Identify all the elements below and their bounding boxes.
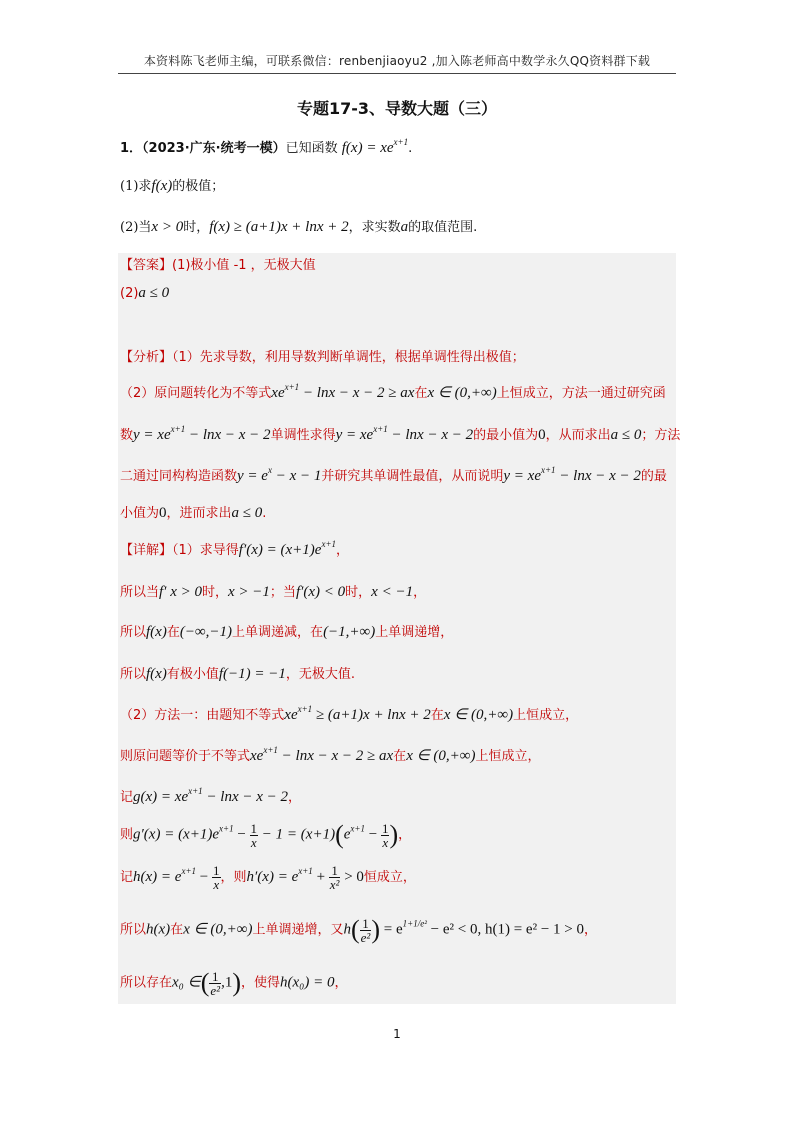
fraction: $\frac{1}{x}$ bbox=[213, 863, 220, 892]
analysis-line-5: 小值为0，进而求出a ≤ 0. bbox=[120, 505, 267, 521]
question-part2: (2)当x > 0时，f(x) ≥ (a+1)x + lnx + 2，求实数a的取值范围. bbox=[120, 219, 478, 235]
detail-line-6: 则原问题等价于不等式$xe^{x+1} - \ln x - x - 2$ ≥ ax在x ∈ (0,+∞)上恒成立， bbox=[120, 745, 541, 764]
fraction: $\frac{1}{x}$ bbox=[250, 820, 258, 850]
fraction: $\frac{1}{\text{e²}}$ bbox=[210, 968, 221, 998]
fraction: $\frac{1}{\text{x²}}$ bbox=[329, 863, 340, 892]
detail-line-10: 所以h(x)在x ∈ (0,+∞)上单调递增，又h( $\frac{1}{\text{e²}}$ ) = $e^{1+1/e^2} - e^2 < 0$, h(1) = e² − 1 > 0， bbox=[120, 915, 598, 945]
analysis-line-3: 数$y = xe^{x+1} - \ln x - x - 2$单调性求得$y = xe^{x+1} - \ln x - x - 2$的最小值为0，从而求出a ≤ 0；方法 bbox=[120, 424, 681, 443]
detail-line-3: 所以f(x)在(−∞,−1)上单调递减，在(−1,+∞)上单调递增， bbox=[120, 624, 454, 640]
page-number: 1 bbox=[393, 1027, 401, 1041]
question-number: 1． bbox=[120, 141, 143, 156]
answer-tag: 【答案】 bbox=[120, 258, 173, 273]
fraction: $\frac{1}{\text{e²}}$ bbox=[360, 915, 371, 945]
analysis-tag: 【分析】 bbox=[120, 350, 173, 365]
header-divider bbox=[118, 73, 676, 74]
page-title: 专题17-3、导数大题（三） bbox=[296, 99, 498, 118]
detail-line-2: 所以当f′ x > 0时，x > −1；当f′(x) < 0时，x < −1， bbox=[120, 584, 427, 600]
detail-tag: 【详解】 bbox=[120, 543, 173, 558]
fraction: $\frac{1}{x}$ bbox=[381, 820, 389, 850]
question-line: 1．（2023·广东·统考一模）已知函数 $f(x) = xe^{x+1}$. bbox=[120, 137, 413, 156]
detail-line-7: 记$g(x) = xe^{x+1} - \ln x - x - 2$， bbox=[120, 786, 302, 805]
analysis-line-1: 【分析】（1）先求导数，利用导数判断单调性，根据单调性得出极值； bbox=[120, 350, 525, 365]
analysis-line-4: 二通过同构构造函数$y = e^x - x - 1$并研究其单调性最值，从而说明$y = xe^{x+1} - \ln x - x - 2$的最 bbox=[120, 465, 667, 484]
page-header: 本资料陈飞老师主编，可联系微信：renbenjiaoyu2 ,加入陈老师高中数学永久QQ资料群下载 bbox=[143, 54, 651, 68]
answer-line-1: 【答案】(1)极小值 -1 ，无极大值 bbox=[120, 258, 316, 273]
detail-line-9: 记$h(x) = e^{x+1}$ − $\frac{1}{x}$ ，则$h'(x) = e^{x+1}$ + $\frac{1}{\text{x²}}$ > 0恒成立， bbox=[120, 863, 416, 892]
analysis-line-2: （2）原问题转化为不等式$xe^{x+1} - \ln x - x - 2$ ≥ ax在x ∈ (0,+∞)上恒成立，方法一通过研究函 bbox=[120, 382, 666, 401]
detail-line-4: 所以f(x)有极小值f(−1) = −1，无极大值. bbox=[120, 666, 356, 682]
question-source: （2023·广东·统考一模） bbox=[142, 141, 286, 156]
detail-line-11: 所以存在x₀ ∈( $\frac{1}{\text{e²}}$ ,1)，使得h(x₀) = 0， bbox=[120, 968, 348, 998]
detail-line-8: 则$g'(x) = (x+1)e^{x+1}$ − $\frac{1}{x}$ − $1 = (x+1)(e^{x+1}$ − $\frac{1}{x}$ )， bbox=[120, 820, 412, 850]
detail-line-1: 【详解】（1）求导得$f'(x) = (x+1)e^{x+1}$， bbox=[120, 539, 350, 558]
question-part1: (1)求f(x)的极值； bbox=[120, 178, 225, 194]
detail-line-5: （2）方法一：由题知不等式$xe^{x+1} \ge (a+1)x + \ln x + 2$在x ∈ (0,+∞)上恒成立， bbox=[120, 704, 579, 723]
answer-line-2: (2)a ≤ 0 bbox=[120, 285, 170, 301]
